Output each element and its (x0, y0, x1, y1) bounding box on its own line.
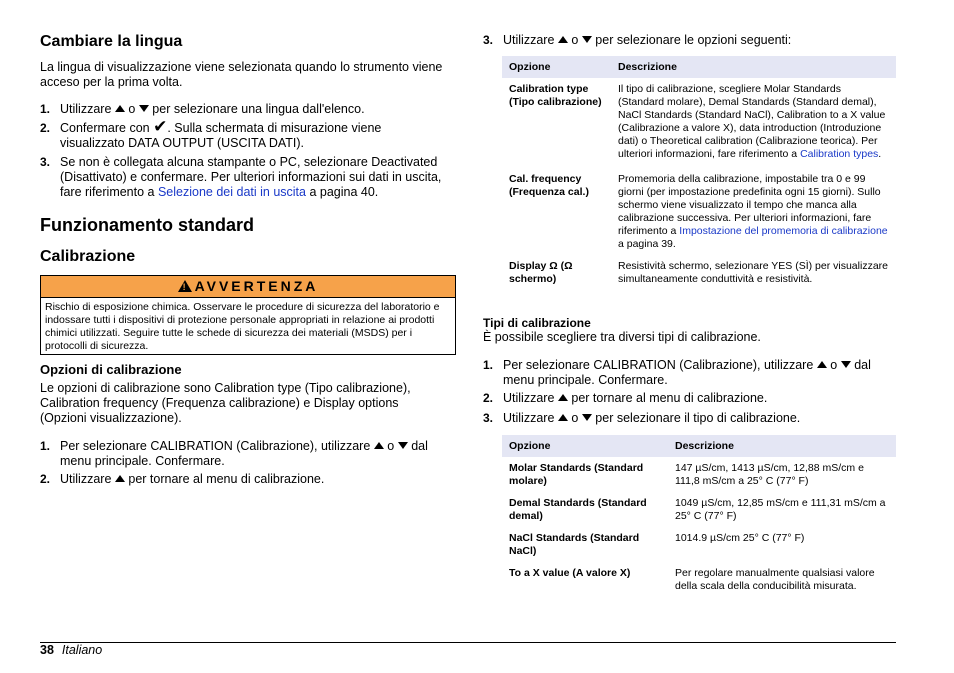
down-arrow-icon (582, 36, 592, 43)
types-intro: È possibile scegliere tra diversi tipi di calibrazione. (483, 330, 761, 344)
up-arrow-icon (558, 414, 568, 421)
table-row: Demal Standards (Standard demal) 1049 µS/cm, 12,85 mS/cm e 111,31 mS/cm a 25° C (77° F) (509, 497, 886, 522)
heading-funzionamento-standard: Funzionamento standard (40, 215, 255, 235)
options-table (502, 56, 896, 286)
heading-cambiare-lingua: Cambiare la lingua (40, 33, 183, 50)
table-row: To a X value (A valore X) Per regolare manualmente qualsiasi valore della scala della conducibilità misurata. (509, 567, 875, 592)
up-arrow-icon (558, 36, 568, 43)
table-header-row (502, 435, 896, 457)
warning-text: Rischio di esposizione chimica. Osservare le procedure di sicurezza del laboratorio e indossare tutti i dispositivi di protezione personale appropriati in relazione ai prodotti chimici utilizzati. Seguire tutte le schede di sicurezza dei materiali (MSDS) per i protocolli di sicurezza. (45, 301, 440, 352)
link-selezione-dati-uscita[interactable]: Selezione dei dati in uscita (157, 185, 306, 199)
up-arrow-icon (817, 361, 827, 368)
down-arrow-icon (582, 414, 592, 421)
footer-language: Italiano (61, 643, 103, 657)
page-number: 38 (40, 643, 54, 657)
calibration-types-table (502, 435, 896, 593)
up-arrow-icon (115, 105, 125, 112)
warning-header: ! AVVERTENZA (41, 276, 455, 298)
down-arrow-icon (841, 361, 851, 368)
lang-intro: La lingua di visualizzazione viene selezionata quando lo strumento viene acceso per la prima volta. (40, 60, 443, 89)
warning-box (40, 275, 456, 355)
down-arrow-icon (398, 442, 408, 449)
up-arrow-icon (558, 394, 568, 401)
table-row: Molar Standards (Standard molare) 147 µS/cm, 1413 µS/cm, 12,88 mS/cm e 111,8 mS/cm a 25° C (77° F) (509, 462, 864, 487)
footer (40, 643, 102, 658)
table-row: NaCl Standards (Standard NaCl) 1014.9 µS/cm 25° C (77° F) (509, 532, 805, 557)
table-header-descrizione: Descrizione (611, 56, 896, 78)
opts-intro: Le opzioni di calibrazione sono Calibration type (Tipo calibrazione), Calibration frequency (Frequenza calibrazione) e Display options (Opzioni visualizzazione). (40, 381, 411, 425)
footer-divider (40, 642, 896, 643)
table-row: Display Ω (Ω schermo) Resistività schermo, selezionare YES (SÌ) per visualizzare simultaneamente conduttività e resistività. (509, 260, 888, 285)
warning-icon: ! (178, 280, 192, 292)
checkmark-icon: ✔ (153, 117, 168, 136)
heading-opzioni-calibrazione: Opzioni di calibrazione (40, 362, 182, 377)
down-arrow-icon (139, 105, 149, 112)
table-header-row (502, 56, 896, 78)
link-calibration-types[interactable]: Calibration types (800, 148, 879, 160)
table-header-opzione: Opzione (502, 435, 668, 457)
table-row: Calibration type (Tipo calibrazione) Il tipo di calibrazione, scegliere Molar Standards (Standard molare), Demal Standards (Standard demal), NaCl Standards (Standard NaCl), Calibration to a X value (Calibrazione a valore X), data introduction (Introduzione dati) o Theoretical calibration (Calibrazione teorica). Per ulteriori informazioni, fare riferimento a Calibration types. (509, 83, 886, 160)
heading-tipi-calibrazione: Tipi di calibrazione (483, 316, 591, 330)
link-impostazione-promemoria[interactable]: Impostazione del promemoria di calibrazione (679, 225, 888, 237)
table-header-opzione: Opzione (502, 56, 611, 78)
up-arrow-icon (374, 442, 384, 449)
up-arrow-icon (115, 475, 125, 482)
table-header-descrizione: Descrizione (668, 435, 896, 457)
heading-calibrazione: Calibrazione (40, 248, 136, 265)
table-row: Cal. frequency (Frequenza cal.) Promemoria della calibrazione, impostabile tra 0 e 99 giorni (per impostazione predefinita ogni 15 giorni). Sullo schermo viene visualizzato il tempo che manca alla calibrazione successiva. Per ulteriori informazioni, fare riferimento a Impostazione del promemoria di calibrazione a pagina 39. (509, 173, 888, 250)
